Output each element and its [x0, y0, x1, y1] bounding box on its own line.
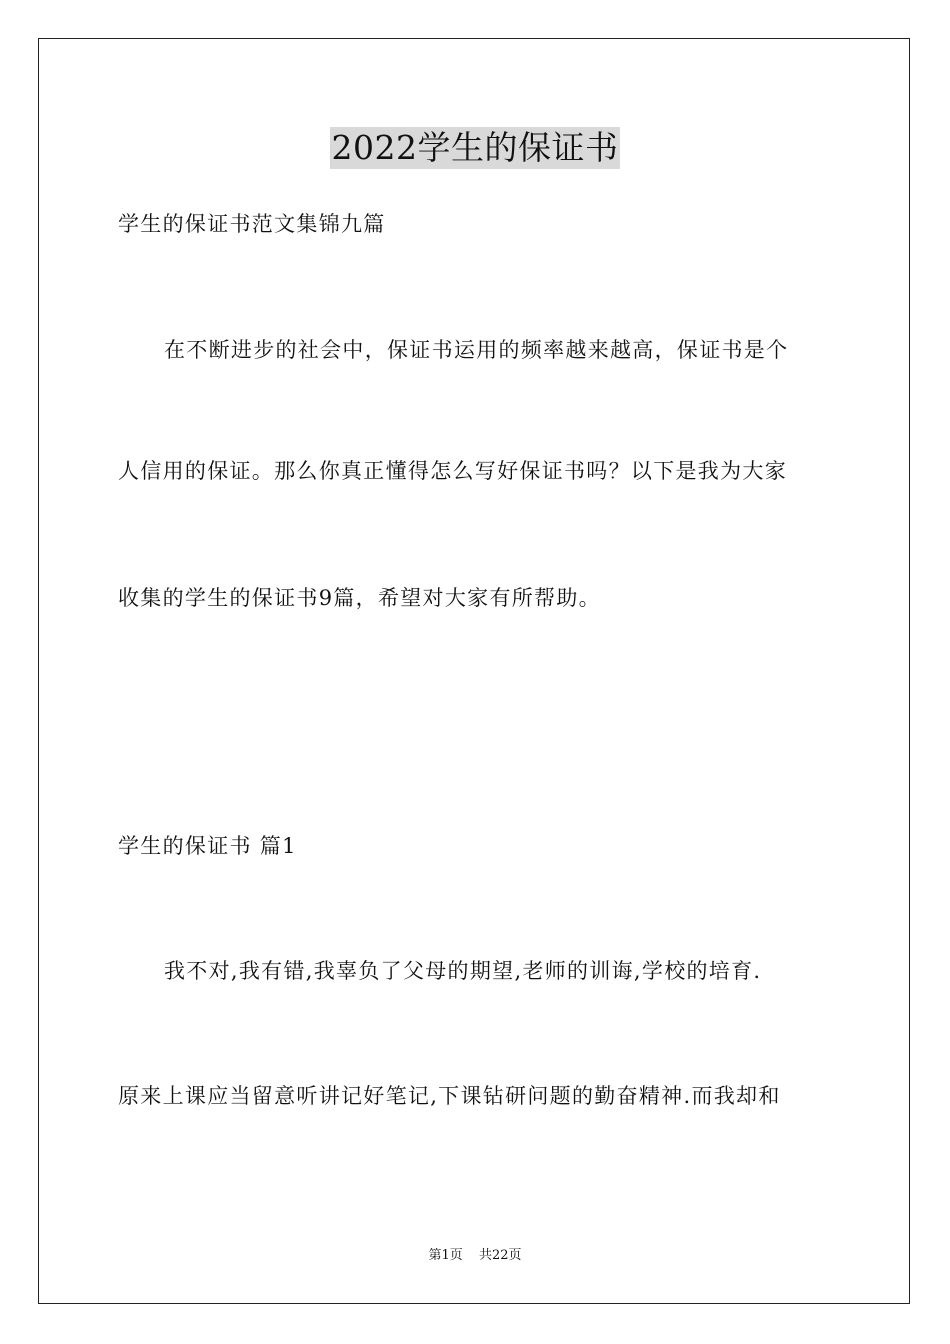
document-title: 2022学生的保证书 [331, 128, 619, 167]
document-subtitle: 学生的保证书范文集锦九篇 [118, 212, 386, 236]
paragraph-line: 收集的学生的保证书9篇，希望对大家有所帮助。 [118, 586, 601, 610]
paragraph-line: 原来上课应当留意听讲记好笔记,下课钻研问题的勤奋精神.而我却和 [118, 1084, 781, 1108]
page-total: 共22页 [478, 1248, 522, 1263]
paragraph-line: 在不断进步的社会中，保证书运用的频率越来越高，保证书是个 [164, 338, 789, 362]
paragraph-line: 人信用的保证。那么你真正懂得怎么写好保证书吗？以下是我为大家 [118, 459, 787, 483]
page-footer [0, 1247, 950, 1265]
paragraph-line: 我不对,我有错,我辜负了父母的期望,老师的训诲,学校的培育. [164, 959, 762, 983]
section-heading: 学生的保证书 篇1 [118, 834, 297, 858]
title-container [0, 127, 950, 169]
page-number: 第1页 [428, 1248, 463, 1263]
